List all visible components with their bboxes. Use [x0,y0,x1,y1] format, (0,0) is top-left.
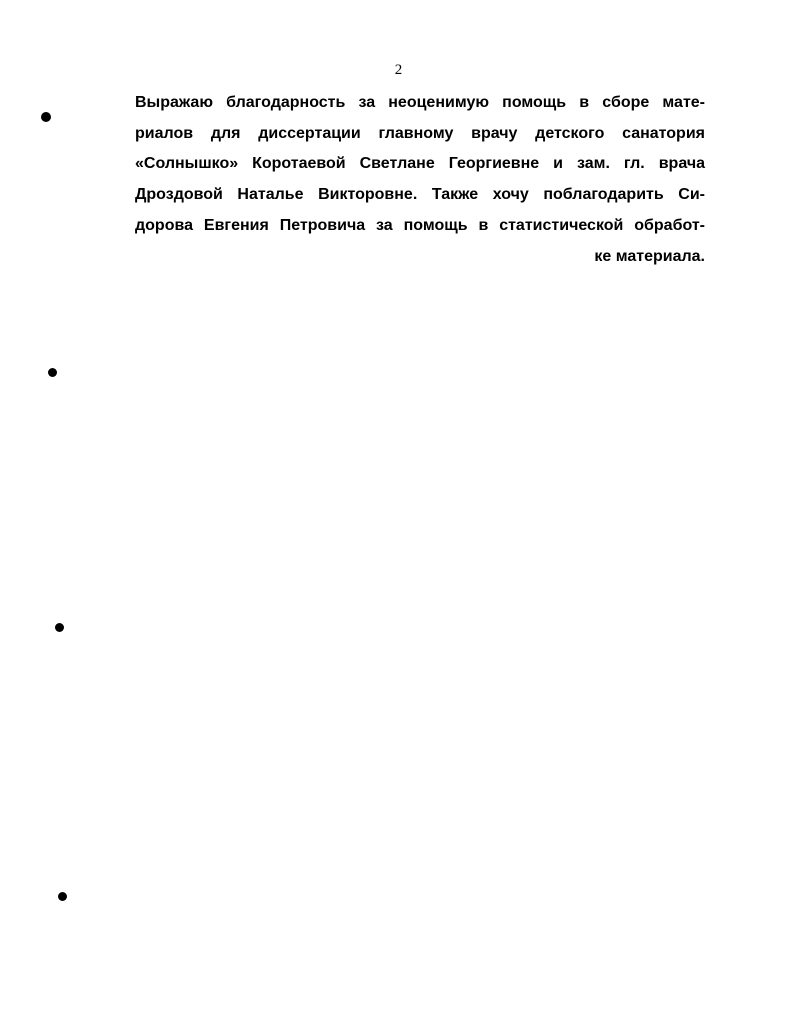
punch-hole-icon [55,623,64,632]
punch-hole-icon [48,368,57,377]
punch-hole-icon [41,112,51,122]
paragraph-line: риалов для диссертации главному врачу детского санатория [135,124,705,142]
paragraph-line: дорова Евгения Петровича за помощь в статистической обработ- [135,216,705,234]
paragraph-line-last: ке материала. [594,247,705,265]
acknowledgment-paragraph [135,88,705,272]
paragraph-line: Выражаю благодарность за неоценимую помощь в сборе мате- [135,94,705,111]
paragraph-line: «Солнышко» Коротаевой Светлане Георгиевне и зам. гл. врача [135,155,705,173]
paragraph-line: Дроздовой Наталье Викторовне. Также хочу поблагодарить Си- [135,186,705,204]
page-number: 2 [394,62,403,78]
punch-hole-icon [58,892,67,901]
